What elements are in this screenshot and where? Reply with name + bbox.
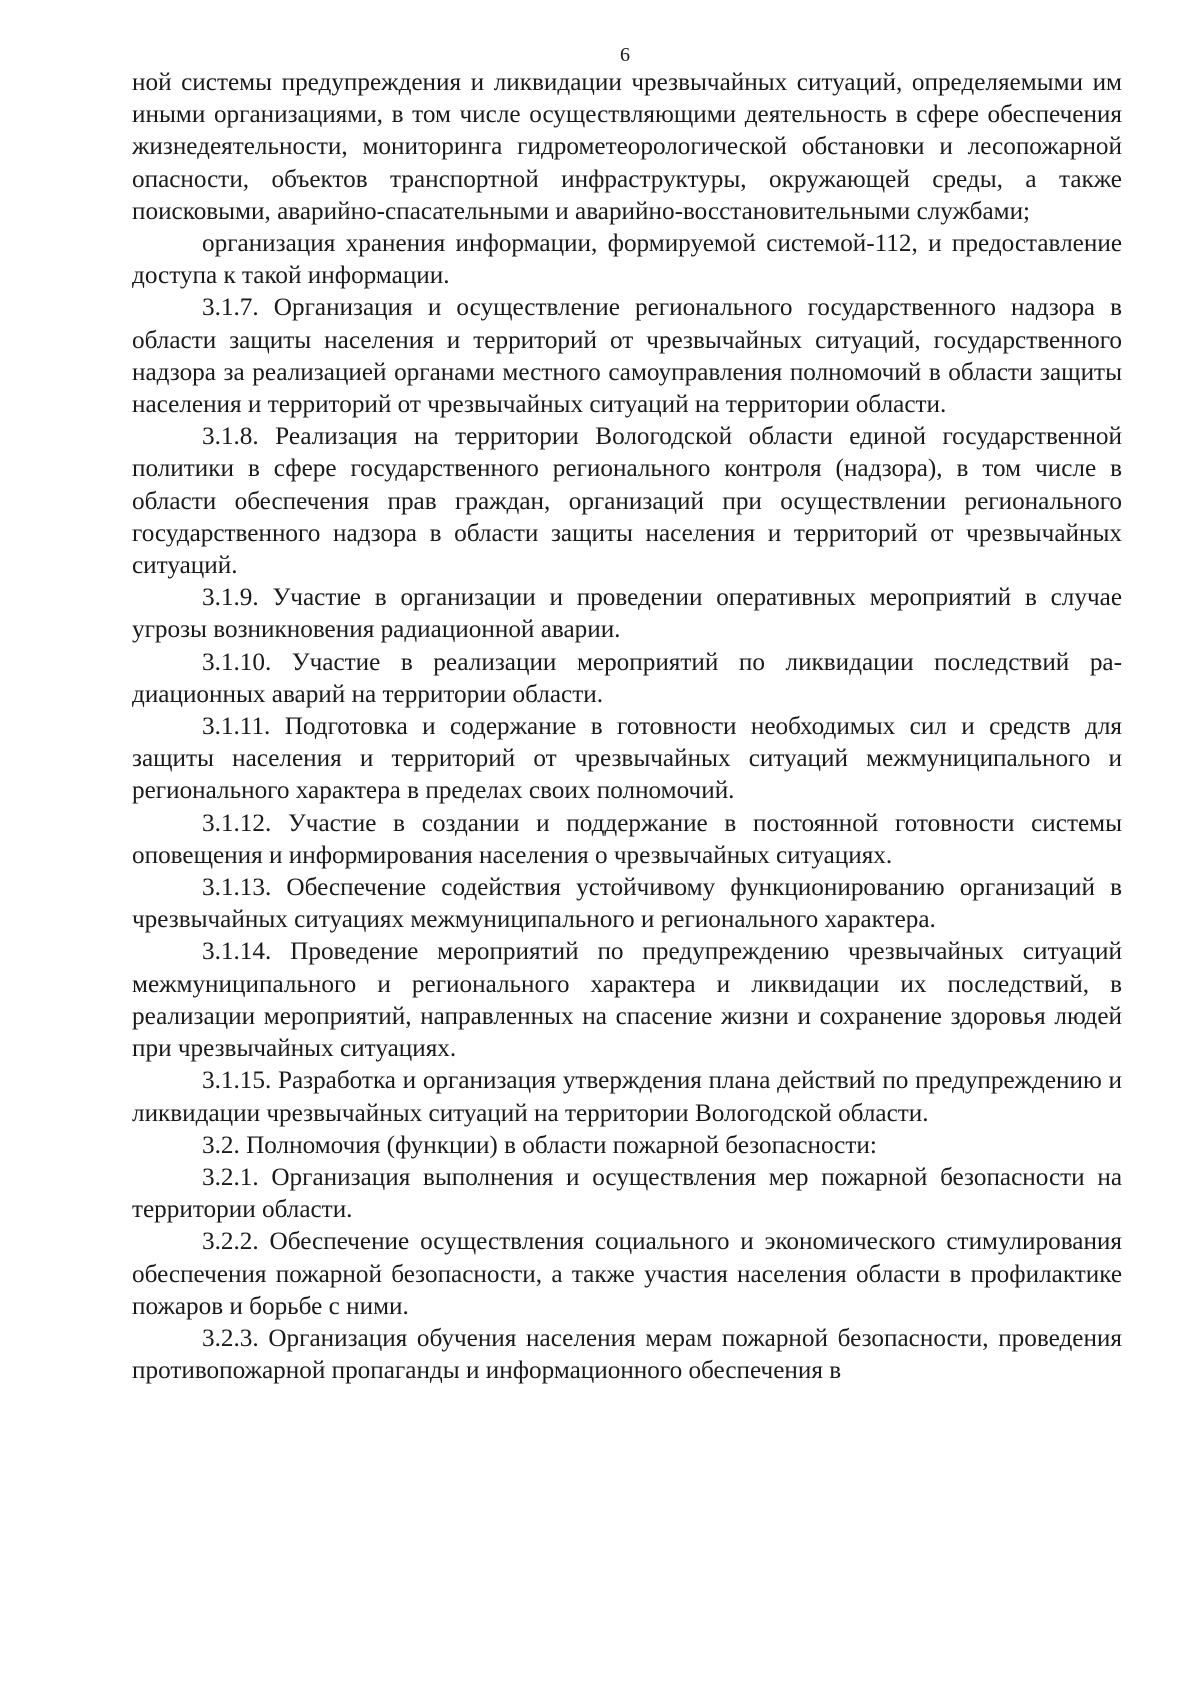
paragraph-3-2: 3.2. Полномочия (функции) в области пожарной безопасности: xyxy=(202,1131,877,1159)
paragraph-3-1-7: 3.1.7. Организация и осуществление регионального государственного надзора в области защиты населения и территорий от чрезвычайных ситуаций, государственного надзора за реализацией органами местного самоуправления полномочий в области защиты населения и территорий от чрезвычайных ситуаций на территории области. xyxy=(132,294,1122,419)
paragraph-3-1-14: 3.1.14. Проведение мероприятий по предупреждению чрезвычайных ситуаций межмуниципального и регионального характера и ликвидации их последствий, в реализации мероприятий, направленных на спасение жизни и сохранение здоровья людей при чрезвычайных ситуациях. xyxy=(132,938,1122,1063)
paragraph-3-1-12: 3.1.12. Участие в создании и поддержание в постоянной готовности системы оповещения и информирования населения о чрезвычайных ситуациях. xyxy=(132,809,1122,869)
document-body xyxy=(132,67,1122,1387)
paragraph-3-1-10: 3.1.10. Участие в реализации мероприятий по ликвидации последствий радиационных аварий на территории области. xyxy=(132,648,1122,708)
paragraph-continuation: ной системы предупреждения и ликвидации чрезвычайных ситуаций, определяемыми им иными организациями, в том числе осуществляющими деятельность в сфере обеспечения жизнедеятельности, мониторинга гидрометеорологической обстановки и лесопожарной опасности, объектов транспортной инфраструктуры, окружающей среды, а также поисковыми, аварийно-спасательными и аварийно-восстановительными службами; xyxy=(132,69,1122,225)
paragraph-3-2-1: 3.2.1. Организация выполнения и осуществления мер пожарной безопасности на территории области. xyxy=(132,1163,1122,1224)
page-number: 6 xyxy=(620,44,630,66)
paragraph-3-1-8: 3.1.8. Реализация на территории Вологодской области единой государственной политики в сфере государственного регионального контроля (надзора), в том числе в области обеспечения прав граждан, организаций при осуществлении регионального государственного надзора в области защиты населения и территорий от чрезвычайных ситуаций. xyxy=(132,423,1122,580)
paragraph-3-2-3: 3.2.3. Организация обучения населения мерам пожарной безопасности, проведения противопожарной пропаганды и информационного обеспечения в xyxy=(132,1324,1122,1385)
paragraph-3-1-15: 3.1.15. Разработка и организация утверждения плана действий по предупреждению и ликвидации чрезвычайных ситуаций на территории Вологодской области. xyxy=(132,1067,1122,1127)
paragraph-3-1-11: 3.1.11. Подготовка и содержание в готовности необходимых сил и средств для защиты населения и территорий от чрезвычайных ситуаций межмуниципального и регионального характера в пределах своих полномочий. xyxy=(132,713,1122,805)
paragraph-3-1-13: 3.1.13. Обеспечение содействия устойчивому функционированию организаций в чрезвычайных ситуациях межмуниципального и регионального характера. xyxy=(132,874,1122,934)
paragraph-3-1-9: 3.1.9. Участие в организации и проведении оперативных мероприятий в случае угрозы возникновения радиационной аварии. xyxy=(132,584,1122,644)
paragraph-storage-info: организация хранения информации, формируемой системой-112, и предоставление доступа к такой информации. xyxy=(132,230,1122,290)
paragraph-3-2-2: 3.2.2. Обеспечение осуществления социального и экономического стимулирования обеспечения пожарной безопасности, а также участия населения области в профилактике пожаров и борьбе с ними. xyxy=(132,1228,1122,1320)
